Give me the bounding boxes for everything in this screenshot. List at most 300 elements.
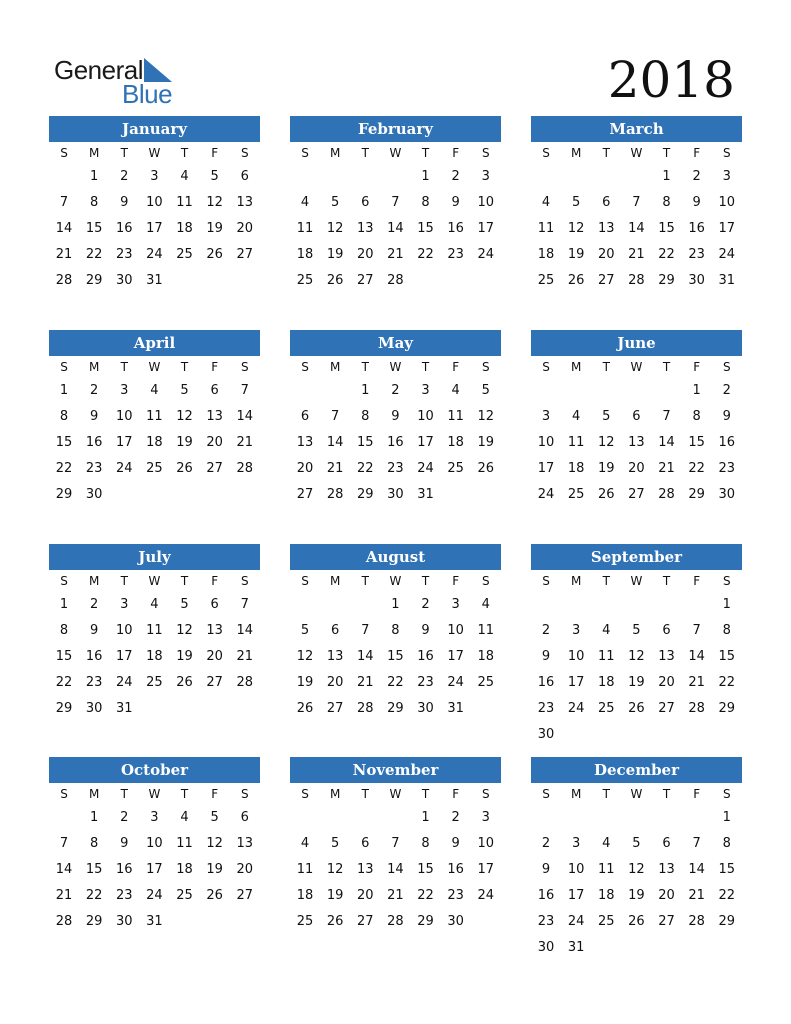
empty-cell bbox=[591, 378, 621, 404]
weekday-label: W bbox=[148, 787, 161, 801]
day-cell: 31 bbox=[146, 914, 163, 929]
day-cell: 20 bbox=[296, 461, 314, 476]
day-cell: 18 bbox=[447, 435, 464, 450]
day-cell: 12 bbox=[326, 862, 344, 877]
day-cell: 22 bbox=[387, 675, 404, 690]
month-march bbox=[531, 116, 742, 294]
weekday-label: T bbox=[602, 360, 610, 374]
day-cell: 10 bbox=[116, 623, 133, 638]
empty-cell bbox=[561, 164, 591, 190]
day-cell: 4 bbox=[541, 195, 551, 210]
day-cell: 4 bbox=[481, 597, 490, 612]
day-cell: 26 bbox=[598, 487, 615, 502]
day-cell: 9 bbox=[120, 195, 129, 210]
day-cell: 18 bbox=[477, 649, 495, 664]
day-cell: 3 bbox=[421, 383, 430, 398]
weekday-label: T bbox=[180, 146, 189, 160]
day-cell: 31 bbox=[718, 273, 736, 288]
day-cell: 23 bbox=[116, 247, 133, 262]
day-cell: 14 bbox=[658, 435, 675, 450]
day-cell: 8 bbox=[90, 836, 99, 851]
day-cell: 15 bbox=[55, 649, 73, 664]
day-cell: 4 bbox=[150, 597, 159, 612]
month-header: June bbox=[531, 330, 742, 356]
day-cell: 7 bbox=[240, 383, 249, 398]
day-cell: 27 bbox=[658, 914, 675, 929]
day-cell: 7 bbox=[59, 836, 69, 851]
day-cell: 13 bbox=[628, 435, 645, 450]
weekday-label: S bbox=[241, 787, 249, 801]
day-cell: 27 bbox=[236, 247, 254, 262]
day-cell: 28 bbox=[236, 461, 254, 476]
day-cell: 12 bbox=[326, 221, 344, 236]
day-cell: 14 bbox=[688, 862, 705, 877]
weekday-label: F bbox=[452, 360, 460, 374]
day-cell: 23 bbox=[387, 461, 404, 476]
day-cell: 17 bbox=[146, 221, 163, 236]
day-cell: 3 bbox=[572, 836, 581, 851]
day-cell: 16 bbox=[85, 649, 103, 664]
weekday-label: F bbox=[211, 146, 219, 160]
days-grid bbox=[290, 805, 501, 935]
weekday-label: S bbox=[723, 360, 731, 374]
empty-cell bbox=[682, 592, 712, 618]
day-cell: 8 bbox=[361, 409, 370, 424]
day-cell: 21 bbox=[236, 435, 254, 450]
weekday-label: S bbox=[301, 787, 309, 801]
day-cell: 1 bbox=[722, 810, 731, 825]
day-cell: 2 bbox=[90, 383, 99, 398]
day-cell: 20 bbox=[326, 675, 344, 690]
day-cell: 2 bbox=[541, 623, 551, 638]
day-cell: 15 bbox=[417, 862, 434, 877]
day-cell: 6 bbox=[632, 409, 641, 424]
empty-cell bbox=[561, 378, 591, 404]
day-cell: 27 bbox=[206, 461, 223, 476]
day-cell: 17 bbox=[567, 888, 585, 903]
day-cell: 1 bbox=[662, 169, 671, 184]
weekday-label: T bbox=[361, 787, 369, 801]
day-cell: 24 bbox=[537, 487, 555, 502]
weekday-label: T bbox=[361, 360, 369, 374]
weekday-label: S bbox=[542, 146, 550, 160]
empty-cell bbox=[290, 592, 320, 618]
day-cell: 8 bbox=[421, 836, 430, 851]
day-cell: 1 bbox=[391, 597, 400, 612]
weekday-label: F bbox=[211, 574, 219, 588]
day-cell: 16 bbox=[417, 649, 434, 664]
day-cell: 5 bbox=[180, 597, 189, 612]
empty-cell bbox=[531, 592, 561, 618]
day-cell: 20 bbox=[658, 888, 675, 903]
day-cell: 30 bbox=[85, 487, 103, 502]
day-cell: 8 bbox=[90, 195, 99, 210]
day-cell: 1 bbox=[361, 383, 370, 398]
day-cell: 21 bbox=[688, 888, 705, 903]
month-header: January bbox=[49, 116, 260, 142]
day-cell: 23 bbox=[447, 247, 464, 262]
day-cell: 10 bbox=[567, 862, 585, 877]
day-cell: 9 bbox=[451, 836, 460, 851]
empty-cell bbox=[290, 378, 320, 404]
day-cell: 21 bbox=[688, 675, 705, 690]
day-cell: 19 bbox=[628, 675, 645, 690]
day-cell: 29 bbox=[387, 701, 404, 716]
day-cell: 18 bbox=[176, 862, 193, 877]
day-cell: 15 bbox=[718, 862, 736, 877]
day-cell: 28 bbox=[357, 701, 374, 716]
day-cell: 25 bbox=[447, 461, 464, 476]
weekday-label: S bbox=[241, 574, 249, 588]
day-cell: 24 bbox=[146, 888, 163, 903]
day-cell: 30 bbox=[718, 487, 736, 502]
day-cell: 4 bbox=[602, 623, 611, 638]
weekday-label: M bbox=[330, 787, 341, 801]
day-cell: 25 bbox=[146, 461, 163, 476]
day-cell: 7 bbox=[391, 836, 400, 851]
weekday-label: T bbox=[602, 574, 610, 588]
weekday-row bbox=[49, 570, 260, 592]
day-cell: 22 bbox=[55, 461, 73, 476]
weekday-label: T bbox=[120, 146, 128, 160]
day-cell: 15 bbox=[417, 221, 434, 236]
day-cell: 8 bbox=[421, 195, 430, 210]
day-cell: 4 bbox=[602, 836, 611, 851]
day-cell: 30 bbox=[85, 701, 103, 716]
days-grid bbox=[49, 164, 260, 294]
day-cell: 6 bbox=[210, 383, 219, 398]
month-header: February bbox=[290, 116, 501, 142]
weekday-row bbox=[290, 356, 501, 378]
day-cell: 26 bbox=[628, 914, 645, 929]
day-cell: 26 bbox=[628, 701, 645, 716]
empty-cell bbox=[320, 164, 350, 190]
day-cell: 27 bbox=[658, 701, 675, 716]
day-cell: 18 bbox=[176, 221, 193, 236]
day-cell: 12 bbox=[628, 862, 645, 877]
empty-cell bbox=[320, 378, 350, 404]
day-cell: 1 bbox=[90, 810, 99, 825]
weekday-label: S bbox=[60, 787, 68, 801]
weekday-label: M bbox=[571, 787, 582, 801]
day-cell: 10 bbox=[146, 836, 163, 851]
empty-cell bbox=[621, 164, 651, 190]
day-cell: 16 bbox=[688, 221, 705, 236]
month-header: August bbox=[290, 544, 501, 570]
weekday-label: W bbox=[630, 787, 643, 801]
day-cell: 6 bbox=[361, 195, 370, 210]
weekday-label: T bbox=[421, 574, 430, 588]
weekday-row bbox=[49, 356, 260, 378]
day-cell: 26 bbox=[176, 675, 193, 690]
day-cell: 16 bbox=[116, 221, 133, 236]
month-header: September bbox=[531, 544, 742, 570]
day-cell: 14 bbox=[387, 221, 404, 236]
empty-cell bbox=[652, 805, 682, 831]
day-cell: 10 bbox=[477, 195, 495, 210]
day-cell: 16 bbox=[537, 675, 555, 690]
day-cell: 19 bbox=[206, 221, 223, 236]
day-cell: 11 bbox=[447, 409, 464, 424]
day-cell: 15 bbox=[85, 862, 103, 877]
day-cell: 22 bbox=[658, 247, 675, 262]
day-cell: 23 bbox=[537, 914, 555, 929]
day-cell: 20 bbox=[206, 435, 223, 450]
day-cell: 21 bbox=[387, 888, 404, 903]
weekday-row bbox=[531, 142, 742, 164]
day-cell: 24 bbox=[417, 461, 434, 476]
day-cell: 22 bbox=[55, 675, 73, 690]
weekday-label: W bbox=[630, 360, 643, 374]
weekday-label: T bbox=[120, 574, 128, 588]
day-cell: 8 bbox=[692, 409, 701, 424]
weekday-label: S bbox=[482, 146, 490, 160]
day-cell: 24 bbox=[718, 247, 736, 262]
day-cell: 10 bbox=[537, 435, 555, 450]
day-cell: 25 bbox=[176, 247, 193, 262]
day-cell: 21 bbox=[628, 247, 645, 262]
day-cell: 30 bbox=[116, 914, 133, 929]
day-cell: 29 bbox=[55, 701, 73, 716]
day-cell: 16 bbox=[537, 888, 555, 903]
empty-cell bbox=[561, 592, 591, 618]
day-cell: 1 bbox=[59, 383, 69, 398]
weekday-label: F bbox=[211, 787, 219, 801]
day-cell: 5 bbox=[331, 195, 340, 210]
month-header: December bbox=[531, 757, 742, 783]
month-header: October bbox=[49, 757, 260, 783]
day-cell: 17 bbox=[477, 862, 495, 877]
day-cell: 31 bbox=[146, 273, 163, 288]
day-cell: 25 bbox=[296, 914, 314, 929]
day-cell: 9 bbox=[541, 649, 551, 664]
empty-cell bbox=[591, 805, 621, 831]
day-cell: 16 bbox=[447, 221, 464, 236]
empty-cell bbox=[531, 164, 561, 190]
day-cell: 2 bbox=[541, 836, 551, 851]
day-cell: 13 bbox=[206, 623, 223, 638]
day-cell: 17 bbox=[116, 435, 133, 450]
day-cell: 25 bbox=[176, 888, 193, 903]
day-cell: 13 bbox=[658, 649, 675, 664]
day-cell: 7 bbox=[361, 623, 370, 638]
day-cell: 31 bbox=[116, 701, 133, 716]
day-cell: 20 bbox=[628, 461, 645, 476]
day-cell: 30 bbox=[688, 273, 705, 288]
day-cell: 1 bbox=[421, 810, 430, 825]
day-cell: 16 bbox=[85, 435, 103, 450]
day-cell: 21 bbox=[357, 675, 374, 690]
day-cell: 4 bbox=[572, 409, 581, 424]
day-cell: 5 bbox=[632, 836, 641, 851]
weekday-label: S bbox=[482, 787, 490, 801]
day-cell: 26 bbox=[326, 914, 344, 929]
day-cell: 3 bbox=[572, 623, 581, 638]
day-cell: 6 bbox=[210, 597, 219, 612]
day-cell: 11 bbox=[567, 435, 585, 450]
day-cell: 10 bbox=[477, 836, 495, 851]
day-cell: 31 bbox=[417, 487, 434, 502]
day-cell: 6 bbox=[662, 836, 671, 851]
day-cell: 10 bbox=[146, 195, 163, 210]
weekday-label: T bbox=[662, 787, 671, 801]
weekday-label: W bbox=[389, 574, 402, 588]
day-cell: 30 bbox=[447, 914, 464, 929]
day-cell: 21 bbox=[236, 649, 254, 664]
day-cell: 4 bbox=[451, 383, 460, 398]
weekday-label: S bbox=[542, 574, 550, 588]
day-cell: 7 bbox=[391, 195, 400, 210]
empty-cell bbox=[380, 805, 410, 831]
month-june bbox=[531, 330, 742, 508]
empty-cell bbox=[682, 805, 712, 831]
month-october bbox=[49, 757, 260, 935]
day-cell: 29 bbox=[55, 487, 73, 502]
day-cell: 22 bbox=[688, 461, 705, 476]
day-cell: 7 bbox=[331, 409, 340, 424]
weekday-row bbox=[49, 142, 260, 164]
day-cell: 17 bbox=[567, 675, 585, 690]
day-cell: 30 bbox=[417, 701, 434, 716]
day-cell: 2 bbox=[421, 597, 430, 612]
day-cell: 1 bbox=[722, 597, 731, 612]
day-cell: 3 bbox=[150, 810, 159, 825]
weekday-label: W bbox=[630, 146, 643, 160]
day-cell: 18 bbox=[146, 435, 163, 450]
day-cell: 15 bbox=[85, 221, 103, 236]
day-cell: 7 bbox=[662, 409, 671, 424]
day-cell: 14 bbox=[236, 409, 254, 424]
weekday-label: M bbox=[89, 146, 100, 160]
day-cell: 26 bbox=[567, 273, 585, 288]
day-cell: 2 bbox=[391, 383, 400, 398]
day-cell: 3 bbox=[120, 597, 129, 612]
day-cell: 5 bbox=[602, 409, 611, 424]
weekday-label: S bbox=[723, 574, 731, 588]
day-cell: 5 bbox=[210, 169, 219, 184]
day-cell: 14 bbox=[326, 435, 344, 450]
weekday-label: T bbox=[602, 787, 610, 801]
day-cell: 10 bbox=[116, 409, 133, 424]
day-cell: 22 bbox=[85, 247, 103, 262]
day-cell: 2 bbox=[451, 169, 460, 184]
day-cell: 29 bbox=[718, 914, 736, 929]
day-cell: 23 bbox=[688, 247, 705, 262]
day-cell: 29 bbox=[85, 273, 103, 288]
day-cell: 30 bbox=[537, 727, 555, 742]
day-cell: 25 bbox=[598, 701, 615, 716]
day-cell: 19 bbox=[628, 888, 645, 903]
empty-cell bbox=[591, 164, 621, 190]
day-cell: 23 bbox=[447, 888, 464, 903]
day-cell: 11 bbox=[598, 649, 615, 664]
day-cell: 13 bbox=[326, 649, 344, 664]
day-cell: 24 bbox=[146, 247, 163, 262]
day-cell: 28 bbox=[688, 914, 705, 929]
day-cell: 25 bbox=[567, 487, 585, 502]
empty-cell bbox=[531, 805, 561, 831]
empty-cell bbox=[621, 805, 651, 831]
day-cell: 18 bbox=[537, 247, 555, 262]
day-cell: 24 bbox=[477, 888, 495, 903]
day-cell: 4 bbox=[150, 383, 159, 398]
day-cell: 8 bbox=[391, 623, 400, 638]
weekday-label: M bbox=[89, 787, 100, 801]
empty-cell bbox=[652, 378, 682, 404]
days-grid bbox=[531, 592, 742, 748]
day-cell: 18 bbox=[567, 461, 585, 476]
day-cell: 9 bbox=[90, 623, 99, 638]
month-august bbox=[290, 544, 501, 722]
day-cell: 5 bbox=[300, 623, 310, 638]
day-cell: 22 bbox=[718, 675, 736, 690]
weekday-label: T bbox=[120, 787, 128, 801]
day-cell: 25 bbox=[146, 675, 163, 690]
day-cell: 14 bbox=[688, 649, 705, 664]
day-cell: 28 bbox=[688, 701, 705, 716]
day-cell: 28 bbox=[628, 273, 645, 288]
weekday-label: M bbox=[330, 360, 341, 374]
day-cell: 11 bbox=[146, 409, 163, 424]
day-cell: 6 bbox=[361, 836, 370, 851]
day-cell: 19 bbox=[598, 461, 615, 476]
weekday-row bbox=[49, 783, 260, 805]
weekday-label: T bbox=[180, 787, 189, 801]
day-cell: 3 bbox=[150, 169, 159, 184]
weekday-label: T bbox=[421, 787, 430, 801]
day-cell: 20 bbox=[658, 675, 675, 690]
day-cell: 15 bbox=[688, 435, 705, 450]
day-cell: 30 bbox=[116, 273, 133, 288]
day-cell: 22 bbox=[85, 888, 103, 903]
day-cell: 28 bbox=[55, 273, 73, 288]
weekday-label: T bbox=[421, 360, 430, 374]
day-cell: 4 bbox=[300, 195, 310, 210]
day-cell: 13 bbox=[236, 836, 254, 851]
day-cell: 22 bbox=[357, 461, 374, 476]
day-cell: 18 bbox=[146, 649, 163, 664]
day-cell: 27 bbox=[357, 273, 374, 288]
day-cell: 24 bbox=[567, 701, 585, 716]
day-cell: 4 bbox=[180, 810, 189, 825]
day-cell: 29 bbox=[658, 273, 675, 288]
day-cell: 3 bbox=[481, 169, 490, 184]
day-cell: 12 bbox=[176, 409, 193, 424]
day-cell: 26 bbox=[176, 461, 193, 476]
weekday-label: W bbox=[148, 146, 161, 160]
days-grid bbox=[49, 805, 260, 935]
day-cell: 15 bbox=[718, 649, 736, 664]
day-cell: 24 bbox=[116, 461, 133, 476]
day-cell: 12 bbox=[206, 836, 223, 851]
empty-cell bbox=[621, 592, 651, 618]
day-cell: 28 bbox=[55, 914, 73, 929]
weekday-label: M bbox=[571, 146, 582, 160]
empty-cell bbox=[290, 805, 320, 831]
day-cell: 2 bbox=[120, 810, 129, 825]
day-cell: 5 bbox=[331, 836, 340, 851]
weekday-label: W bbox=[389, 146, 402, 160]
day-cell: 22 bbox=[417, 247, 434, 262]
empty-cell bbox=[591, 592, 621, 618]
weekday-label: T bbox=[361, 574, 369, 588]
day-cell: 10 bbox=[447, 623, 464, 638]
days-grid bbox=[290, 164, 501, 294]
day-cell: 6 bbox=[240, 810, 249, 825]
day-cell: 14 bbox=[55, 862, 73, 877]
day-cell: 3 bbox=[722, 169, 731, 184]
day-cell: 26 bbox=[326, 273, 344, 288]
